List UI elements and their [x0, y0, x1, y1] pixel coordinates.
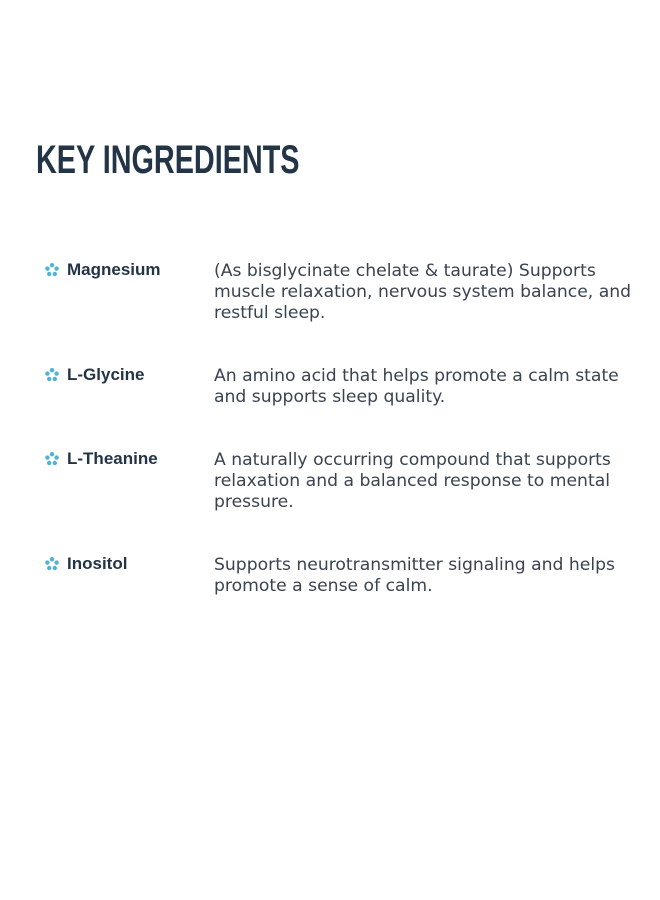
ingredient-name: Magnesium — [67, 260, 161, 279]
ingredient-description: An amino acid that helps promote a calm state and supports sleep quality. — [214, 366, 619, 407]
ingredient-description: A naturally occurring compound that supports relaxation and a balanced response to mental pressure. — [214, 450, 611, 512]
flower-icon — [44, 367, 60, 383]
ingredient-name-wrap — [44, 449, 158, 469]
ingredient-name: Inositol — [67, 554, 128, 573]
ingredient-name-wrap — [44, 554, 127, 574]
flower-icon — [44, 556, 60, 572]
page-title: KEY INGREDIENTS — [36, 138, 300, 182]
flower-icon — [44, 451, 60, 467]
flower-icon — [44, 262, 60, 278]
ingredient-description: Supports neurotransmitter signaling and helps promote a sense of calm. — [214, 555, 616, 596]
ingredient-name: L-Glycine — [67, 365, 145, 384]
ingredient-name: L-Theanine — [67, 449, 158, 468]
ingredient-description: (As bisglycinate chelate & taurate) Supports muscle relaxation, nervous system balance, and restful sleep. — [214, 261, 632, 323]
ingredient-name-wrap — [44, 365, 144, 385]
ingredient-name-wrap — [44, 260, 161, 280]
